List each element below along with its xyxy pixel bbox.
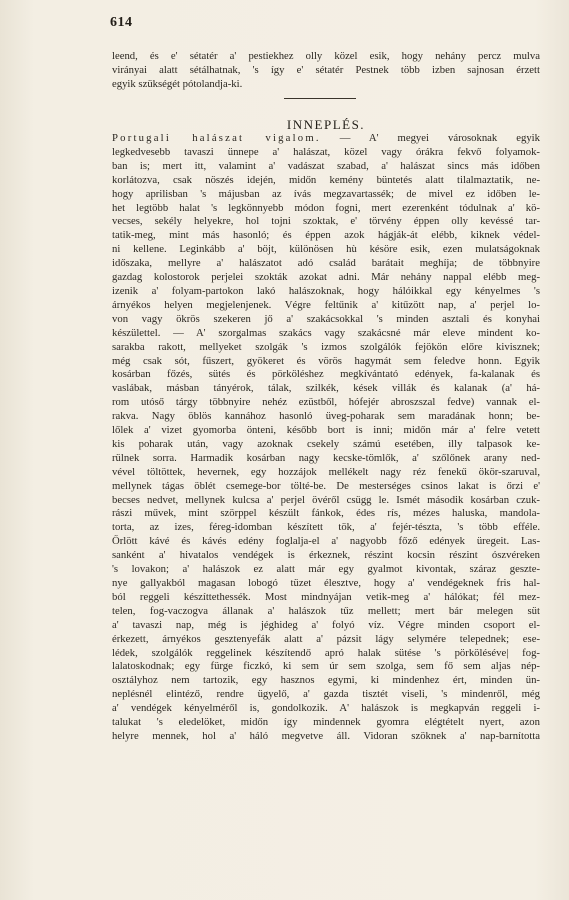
text-line: rakva. Nagy öblös kannához hasonló üveg-poharak sem maradának honn; be- — [112, 410, 540, 423]
text-line: virányai alatt sétálhatnak, 's így e' sétatér Pestnek több izben sajnosan érzett — [112, 63, 540, 76]
text-line: lédek, szolgálók reggelinek készítendő apró halak sütése 's pörköléséve| fog- — [112, 646, 540, 659]
article-body — [112, 132, 540, 744]
lead-phrase: Portugali halászat vigalom. — [112, 132, 321, 144]
text-line: helyre mennek, hol a' háló megvetve áll. Vidoran szöknek a' nap-barnította — [112, 729, 540, 742]
text-line: neplésnél elintéző, rendre ügyelő, a' gazda tisztét viseli, 's mindenről, még — [112, 688, 540, 701]
text-line: vaslábak, másban tányérok, tálak, szilkék, kések villák és kalanak (a' há- — [112, 382, 540, 395]
lead-line — [112, 132, 540, 146]
text-line: korlátozva, csak nöszés idején, midőn kemény büntetés alatt tilalmaztatik, ne- — [112, 173, 540, 186]
text-line: készülettel. — A' szorgalmas szakács vagy szakácsné már eleve mindent ko- — [112, 326, 540, 339]
text-line: rom utóső tárgy többnyire nehéz ezüstből, hófejér abroszszal fedve) vannak el- — [112, 396, 540, 409]
text-line: gazdag kolostorok perjelei szokták azokat adni. Már nehány nappal elébb meg- — [112, 271, 540, 284]
text-line: legkedvesebb tavaszi ünnepe a' halászat, közel vagy órákra fekvő folyamok- — [112, 145, 540, 158]
page-number: 614 — [110, 15, 133, 30]
text-line: ban is; mert itt, valamint a' vadászat szabad, a' halászat sincs más időben — [112, 159, 540, 172]
text-line: tatik-meg, mint más hasonló; és éppen azok hágják-át elébb, kiknek védel- — [112, 229, 540, 242]
text-line: egyik szükségét pótolandja-ki. — [112, 77, 243, 90]
text-line: hogy aprilisban 's májusban az ívás megzavartassék; de mivel ez időben le- — [112, 187, 540, 200]
text-line: sanként a' hivatalos vendégek is érkeznek, részint kocsin részint ószvéreken — [112, 549, 540, 562]
text-line: nye gallyakból magasan lobogó tüzet élesztve, hogy a' vendégeknek fris hal- — [112, 577, 540, 589]
text-line: osztályhoz nem tartozik, egy hasznos egymi, ki mindenhez ért, minden ün- — [112, 674, 540, 687]
section-divider — [284, 98, 356, 99]
text-line: a' tavaszi nap, még is jéghideg a' folyó víz. Végre minden csoport el- — [112, 618, 540, 631]
text-line: becses nedvet, mellynek kulcsa a' perjel övéről csügg le. Ismét második kosárban czuk- — [112, 493, 540, 506]
text-line: árnyékos helyen megjelenjenek. Végre feltűnik a' kitűzött nap, a' perjel lo- — [112, 298, 540, 311]
text-line: 's lovakon; a' halászok ez alatt már egy gyalmot kivontak, száraz geszte- — [112, 563, 540, 576]
text-line: Őrlött kávé és kávés edény foglalja-el a' nagyobb főző edények üregeit. Las- — [112, 535, 540, 548]
text-line: talukat 's eledelöket, midőn így mindennek gyomra elégtételt nyert, azon — [112, 716, 540, 729]
text-line: vecses, sekély helyekre, hol tojni szoktak, e' törvény éppen olly kevéssé tar- — [112, 215, 540, 228]
text-line: leend, és e' sétatér a' pestiekhez olly közel esik, hogy nehány percz mulva — [112, 50, 540, 62]
text-line: mellynek tágas öblét csemege-bor tölté-be. De mesterséges csinos lakat is őrzi e' — [112, 479, 540, 492]
text-line: érkezett, árnyékos gesztenyefák alatt a' pázsit lágy selymére telepednek; ese- — [112, 632, 540, 645]
text-line: lalatoskodnak; egy fürge ficzkó, ki sem úr sem szolga, sem fő sem aljas nép- — [112, 660, 540, 673]
text-line: a' vendégek kényelméről is, gondolkozik. A' halászok is megkapván reggeli i- — [112, 702, 540, 715]
text-line: lőlek a' vizet gyomorba önteni, később bort is inni; midőn már a' felre vetett — [112, 424, 540, 437]
text-line: kosárban főzés, sütés és pörköléshez megkívántató edények, fa-kalanak és — [112, 368, 540, 381]
text-line: ból reggeli készíttethessék. Most mindnyájan vetik-meg a' hálókat; fél mez- — [112, 590, 540, 603]
text-line: torta, az izes, féreg-idomban készített tök, a' fejér-tészta, 's több efféle. — [112, 521, 540, 534]
text-line: izenik a' folyam-partokon lakó halászoknak, hogy hálóikkal egy kényelmes 's — [112, 284, 540, 297]
text-line: kis poharak után, vagy azoknak csekely számú esetében, illy talpasok ke- — [112, 437, 540, 450]
intro-paragraph — [112, 50, 540, 92]
text-line: még csak sót, fűszert, gyökeret és vörös hagymát sem feledve honn. Egyik — [112, 354, 540, 367]
text-line: rászi művek, mint szörppel készült fánkok, édes rís, mézes haluska, mandola- — [112, 507, 540, 520]
text-line: rülnek sorra. Harmadik kosárban nagy kecske-tömlők, a' szőlőnek arany ned- — [112, 451, 540, 464]
text-line: telen, fog-vaczogva állanak a' halászok tűz mellett; mert bár melegen süt — [112, 604, 540, 617]
section-title: INNEPLÉS. — [286, 117, 366, 132]
lead-rest: — A' megyei városoknak egyik — [320, 132, 540, 144]
text-line: ni kellene. Leginkább a' böjt, különösen hù késöre esik, ezen mulatságoknak — [112, 243, 540, 256]
text-line: időszaka, mellyre a' halászatot adó család barátait meghíja; de többnyire — [112, 257, 540, 270]
text-line: von vagy ökrös szekeren jő a' szakácsokkal 's minden asztali és konyhai — [112, 312, 540, 325]
text-line: vével töltöttek, hevernek, egy hozzájok mellékelt nagy réz fenekű ökör-szaruval, — [112, 465, 540, 478]
text-line: het legtöbb halat 's legkönnyebb módon fogni, mert ezerenként tódulnak a' kö- — [112, 201, 540, 214]
text-line: sarakba rakott, mellyeket szolgák 's izmos szolgálók fejökön előre kivisznek; — [112, 340, 540, 353]
